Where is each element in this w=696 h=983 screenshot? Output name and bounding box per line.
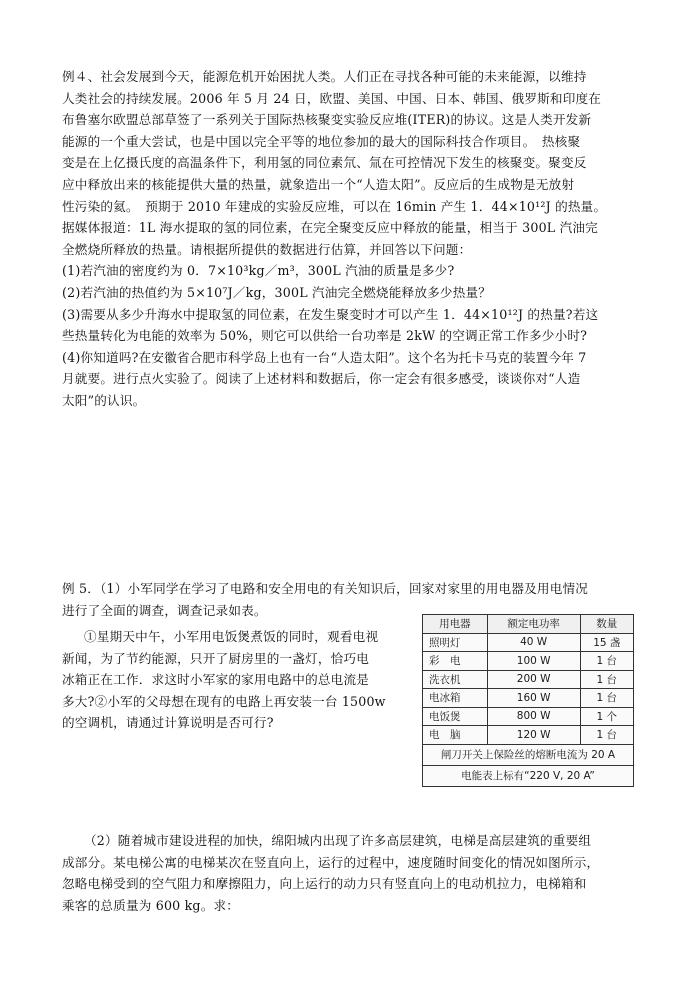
text-line: 能源的一个重大尝试，也是中国以完全平等的地位参加的最大的国际科技合作项目。 热核聚 (62, 133, 581, 149)
question-1: (1)若汽油的密度约为 0．7×10³kg／m³，300L 汽油的质量是多少? (62, 263, 455, 279)
table-footer-row (423, 744, 634, 765)
text-line: 应中释放出来的核能提供大量的热量，就象造出一个“人造太阳”。反应后的生成物是无放射 (62, 176, 575, 192)
appliance-power: 120 W (487, 726, 580, 745)
appliance-count: 15 盏 (580, 633, 633, 652)
appliance-count: 1 台 (580, 652, 633, 671)
appliance-name: 洗衣机 (423, 670, 488, 689)
column-header: 数量 (580, 615, 633, 634)
table-row (423, 633, 634, 652)
column-header: 额定电功率 (487, 615, 580, 634)
table-footer-row (423, 765, 634, 786)
appliance-table (422, 614, 634, 787)
example-4-text (62, 66, 637, 412)
question-4-cont: 太阳”的认识。 (62, 392, 146, 408)
table-row (423, 670, 634, 689)
question-4-cont: 月就要。进行点火实验了。阅读了上述材料和数据后，你一定会有很多感受，谈谈你对“人造 (62, 371, 581, 387)
question-3-cont: 些热量转化为电能的效率为 50%，则它可以供给一台功率是 2kW 的空调正常工作多少小时? (62, 328, 588, 344)
appliance-name: 彩 电 (423, 652, 488, 671)
table-row (423, 726, 634, 745)
appliance-count: 1 个 (580, 707, 633, 726)
text-line: 成部分。某电梯公寓的电梯某次在竖直向上，运行的过程中，速度随时间变化的情况如图所示， (62, 854, 600, 870)
text-line: 变是在上亿摄氏度的高温条件下，利用氢的同位素氘、氚在可控情况下发生的核聚变。聚变反 (62, 155, 587, 171)
question-4: (4)你知道吗?在安徽省合肥市科学岛上也有一台“人造太阳”。这个名为托卡马克的装置今年 7 (62, 349, 587, 365)
question-3: (3)需要从多少升海水中提取氢的同位素，在发生聚变时才可以产生 1．44×10¹²J 的热量?若这 (62, 306, 599, 322)
table-row (423, 652, 634, 671)
text-line: 乘客的总质量为 600 kg。求： (62, 897, 240, 913)
table-row (423, 707, 634, 726)
text-line: ①星期天中午，小军用电饭煲煮饭的同时，观看电视 (84, 629, 379, 644)
text-line: 新闻，为了节约能源，只开了厨房里的一盏灯，恰巧电 (62, 650, 370, 666)
question-2: (2)若汽油的热值约为 5×10⁷J／kg，300L 汽油完全燃烧能释放多少热量？ (62, 284, 492, 300)
text-line: 性污染的氦。 预期于 2010 年建成的实验反应堆，可以在 16min 产生 1．44×10¹²J 的热量。 (62, 198, 607, 214)
text-line: 的空调机，请通过计算说明是否可行? (62, 715, 274, 731)
appliance-power: 40 W (487, 633, 580, 652)
table-row (423, 689, 634, 708)
appliance-power: 100 W (487, 652, 580, 671)
appliance-name: 电 脑 (423, 726, 488, 745)
appliance-name: 电饭煲 (423, 707, 488, 726)
meter-rating-note: 电能表上标有“220 V, 20 A” (423, 765, 634, 786)
text-line: 人类社会的持续发展。2006 年 5 月 24 日，欧盟、美国、中国、日本、韩国、俄罗斯和印度在 (62, 90, 602, 106)
example-5-part-2 (62, 830, 637, 916)
appliance-count: 1 台 (580, 689, 633, 708)
text-line: 全燃烧所释放的热量。请根据所提供的数据进行估算，并回答以下问题： (62, 241, 472, 257)
text-line: （2）随着城市建设进程的加快，绵阳城内出现了许多高层建筑，电梯是高层建筑的重要组 (84, 833, 592, 848)
appliance-name: 电冰箱 (423, 689, 488, 708)
text-line: 布鲁塞尔欧盟总部草签了一系列关于国际热核聚变实验反应堆(ITER)的协议。这是人类开发新 (62, 112, 592, 128)
table-header-row (423, 615, 634, 634)
appliance-power: 200 W (487, 670, 580, 689)
appliance-count: 1 台 (580, 670, 633, 689)
text-line: 据媒体报道：1L 海水提取的氢的同位素，在完全聚变反应中释放的能量，相当于 300L 汽油完 (62, 220, 598, 236)
appliance-power: 800 W (487, 707, 580, 726)
example-5-questions (62, 626, 414, 734)
appliance-power: 160 W (487, 689, 580, 708)
appliance-count: 1 台 (580, 726, 633, 745)
column-header: 用电器 (423, 615, 488, 634)
text-line: 多大?②小军的父母想在现有的电路上再安装一台 1500w (62, 693, 386, 709)
text-line: 忽略电梯受到的空气阻力和摩擦阻力，向上运行的动力只有竖直向上的电动机拉力，电梯箱和 (62, 876, 587, 892)
text-line: 例４、社会发展到今天，能源危机开始困扰人类。人们正在寻找各种可能的未来能源，以维持 (62, 69, 587, 84)
text-line: 例 5．（1）小军同学在学习了电路和安全用电的有关知识后，回家对家里的用电器及用电情况 (62, 581, 589, 596)
fuse-rating-note: 闸刀开关上保险丝的熔断电流为 20 A (423, 744, 634, 765)
text-line: 进行了全面的调查，调查记录如表。 (62, 602, 267, 618)
appliance-name: 照明灯 (423, 633, 488, 652)
text-line: 冰箱正在工作．求这时小军家的家用电路中的总电流是 (62, 672, 370, 688)
